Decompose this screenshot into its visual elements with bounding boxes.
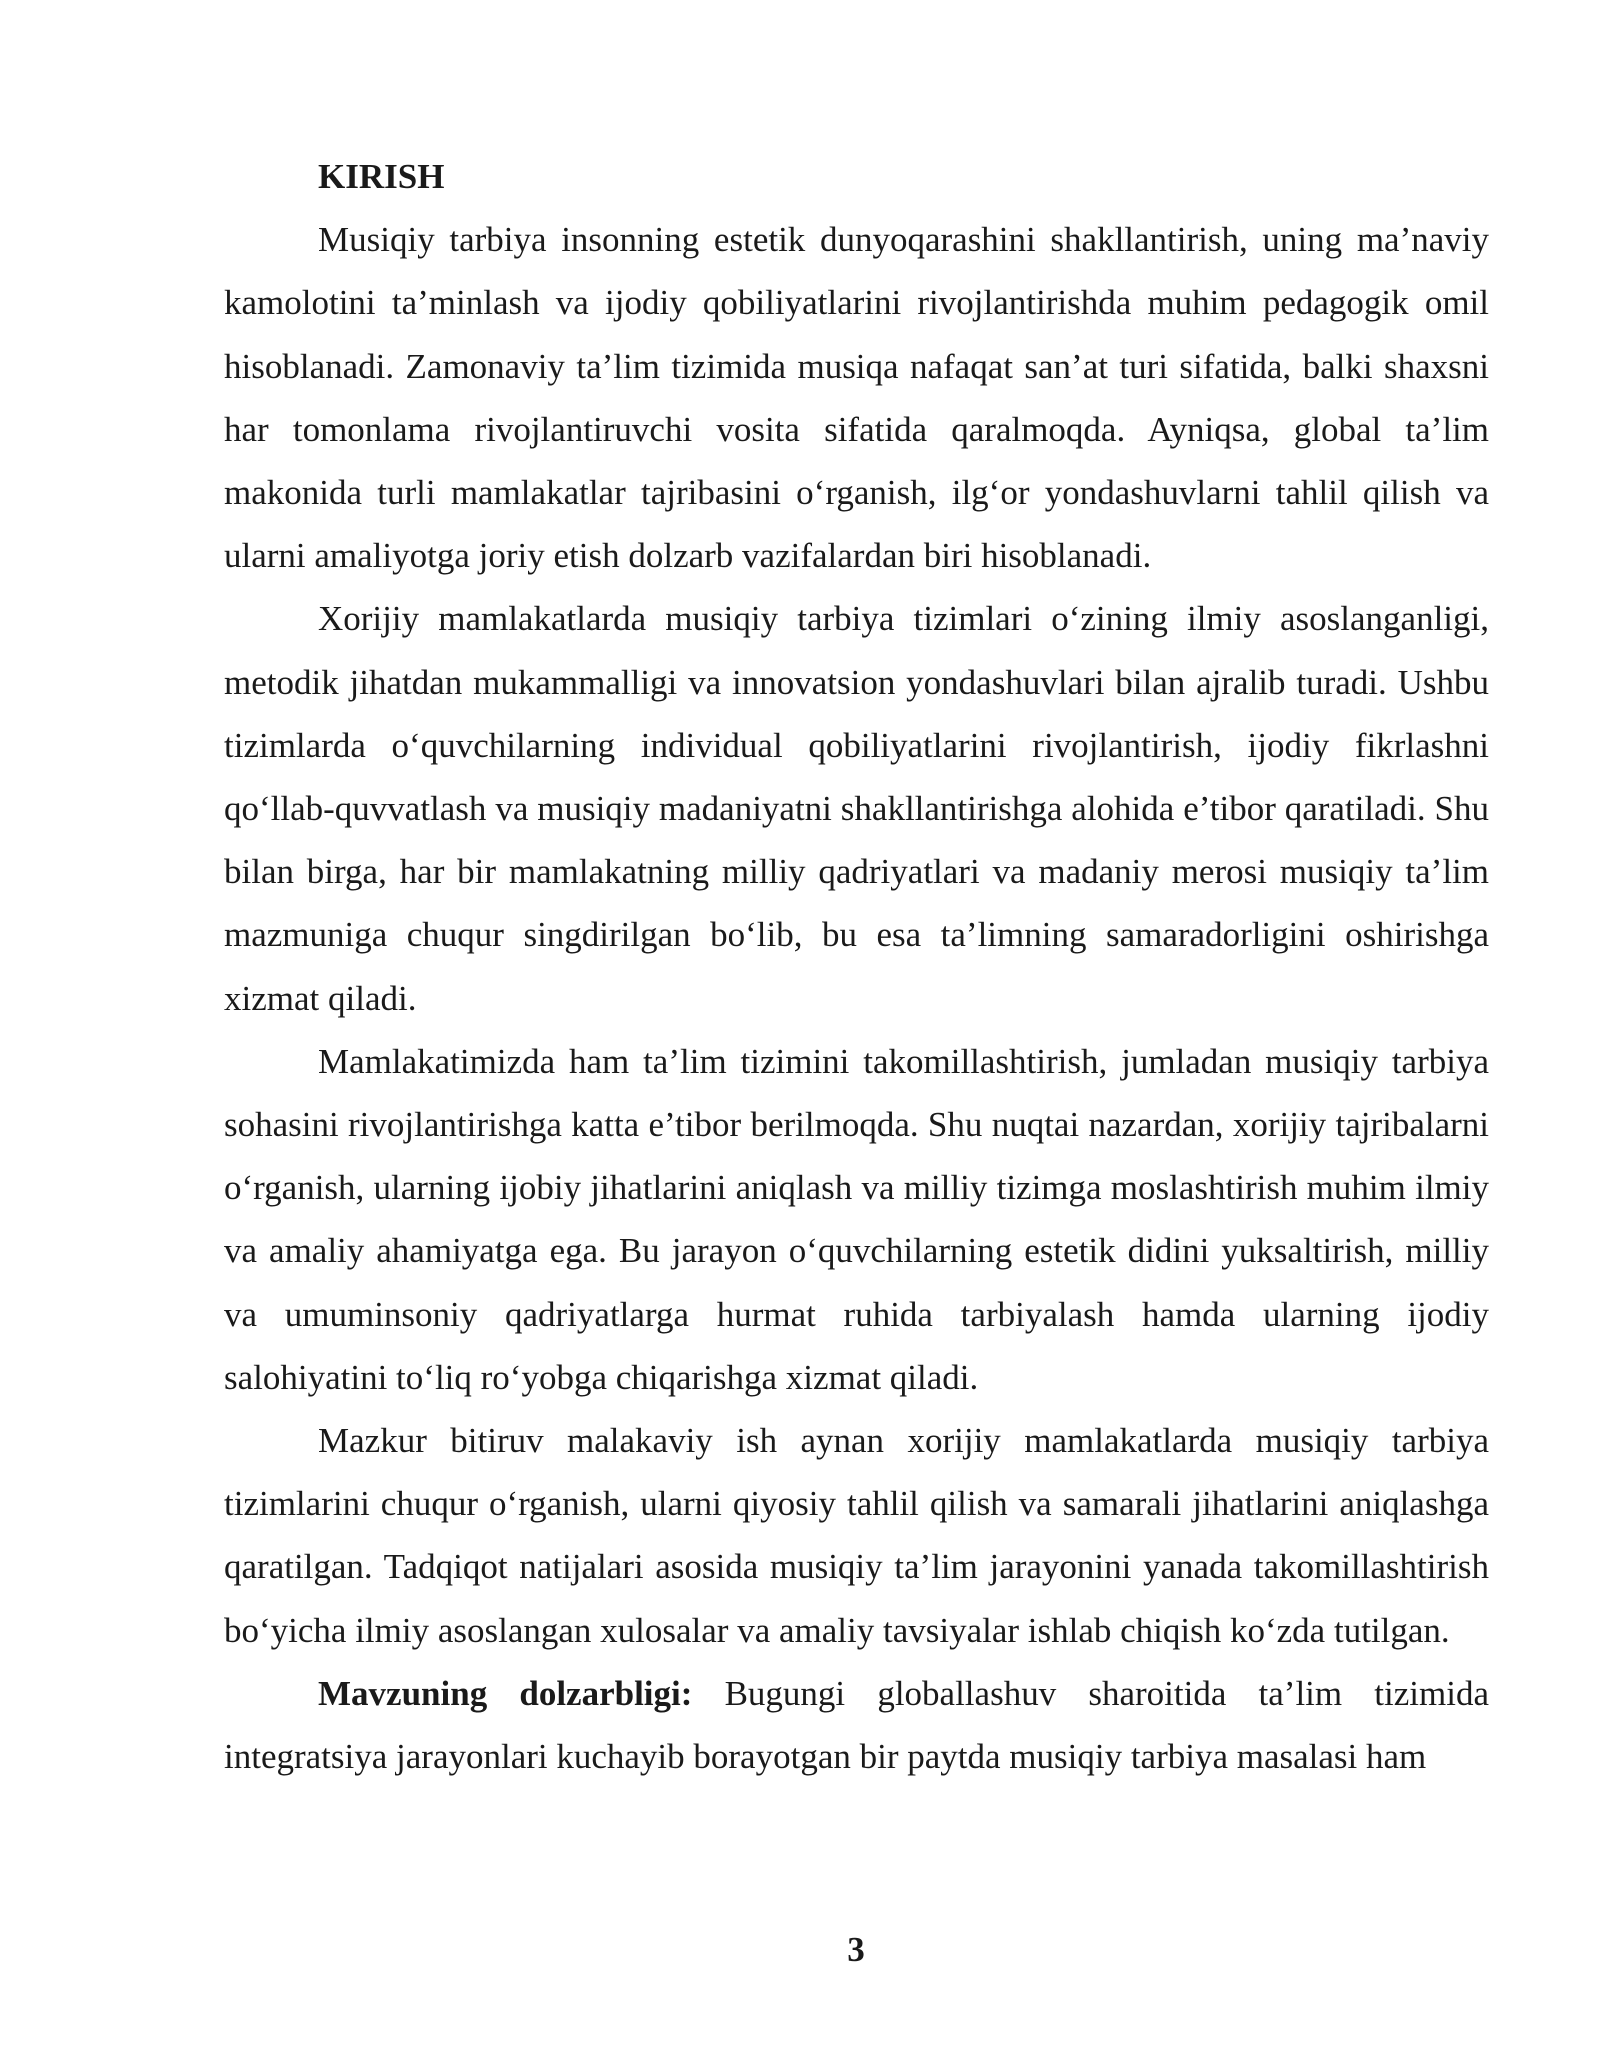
page-body	[224, 145, 1489, 1788]
paragraph-thesis-aim: Mazkur bitiruv malakaviy ish aynan xorijiy mamlakatlarda musiqiy tarbiya tizimlarini chuqur o‘rganish, ularni qiyosiy tahlil qilish va samarali jihatlarini aniqlashga qaratilgan. Tadqiqot natijalari asosida musiqiy ta’lim jarayonini yanada takomillashtirish bo‘yicha ilmiy asoslangan xulosalar va amaliy tavsiyalar ishlab chiqish ko‘zda tutilgan.	[224, 1421, 1489, 1650]
page-number: 3	[847, 1930, 865, 1969]
paragraph-national-system: Mamlakatimizda ham ta’lim tizimini takomillashtirish, jumladan musiqiy tarbiya sohasini rivojlantirishga katta e’tibor berilmoqda. Shu nuqtai nazardan, xorijiy tajribalarni o‘rganish, ularning ijobiy jihatlarini aniqlash va milliy tizimga moslashtirish muhim ilmiy va amaliy ahamiyatga ega. Bu jarayon o‘quvchilarning estetik didini yuksaltirish, milliy va umuminsoniy qadriyatlarga hurmat ruhida tarbiyalash hamda ularning ijodiy salohiyatini to‘liq ro‘yobga chiqarishga xizmat qiladi.	[224, 1041, 1489, 1397]
section-heading: KIRISH	[318, 157, 445, 196]
paragraph-intro: Musiqiy tarbiya insonning estetik dunyoqarashini shakllantirish, uning ma’naviy kamolotini ta’minlash va ijodiy qobiliyatlarini rivojlantirishda muhim pedagogik omil hisoblanadi. Zamonaviy ta’lim tizimida musiqa nafaqat san’at turi sifatida, balki shaxsni har tomonlama rivojlantiruvchi vosita sifatida qaralmoqda. Ayniqsa, global ta’lim makonida turli mamlakatlar tajribasini o‘rganish, ilg‘or yondashuvlarni tahlil qilish va ularni amaliyotga joriy etish dolzarb vazifalardan biri hisoblanadi.	[224, 220, 1489, 576]
paragraph-foreign-systems: Xorijiy mamlakatlarda musiqiy tarbiya tizimlari o‘zining ilmiy asoslanganligi, metodik jihatdan mukammalligi va innovatsion yondashuvlari bilan ajralib turadi. Ushbu tizimlarda o‘quvchilarning individual qobiliyatlarini rivojlantirish, ijodiy fikrlashni qo‘llab-quvvatlash va musiqiy madaniyatni shakllantirishga alohida e’tibor qaratiladi. Shu bilan birga, har bir mamlakatning milliy qadriyatlari va madaniy merosi musiqiy ta’lim mazmuniga chuqur singdirilgan bo‘lib, bu esa ta’limning samaradorligini oshirishga xizmat qiladi.	[224, 599, 1489, 1018]
relevance-label: Mavzuning dolzarbligi:	[318, 1673, 693, 1713]
paragraph-relevance	[224, 1662, 1489, 1788]
relevance-text: Bugungi globallashuv sharoitida ta’lim tizimida integratsiya jarayonlari kuchayib borayotgan bir paytda musiqiy tarbiya masalasi ham	[224, 1673, 1489, 1777]
